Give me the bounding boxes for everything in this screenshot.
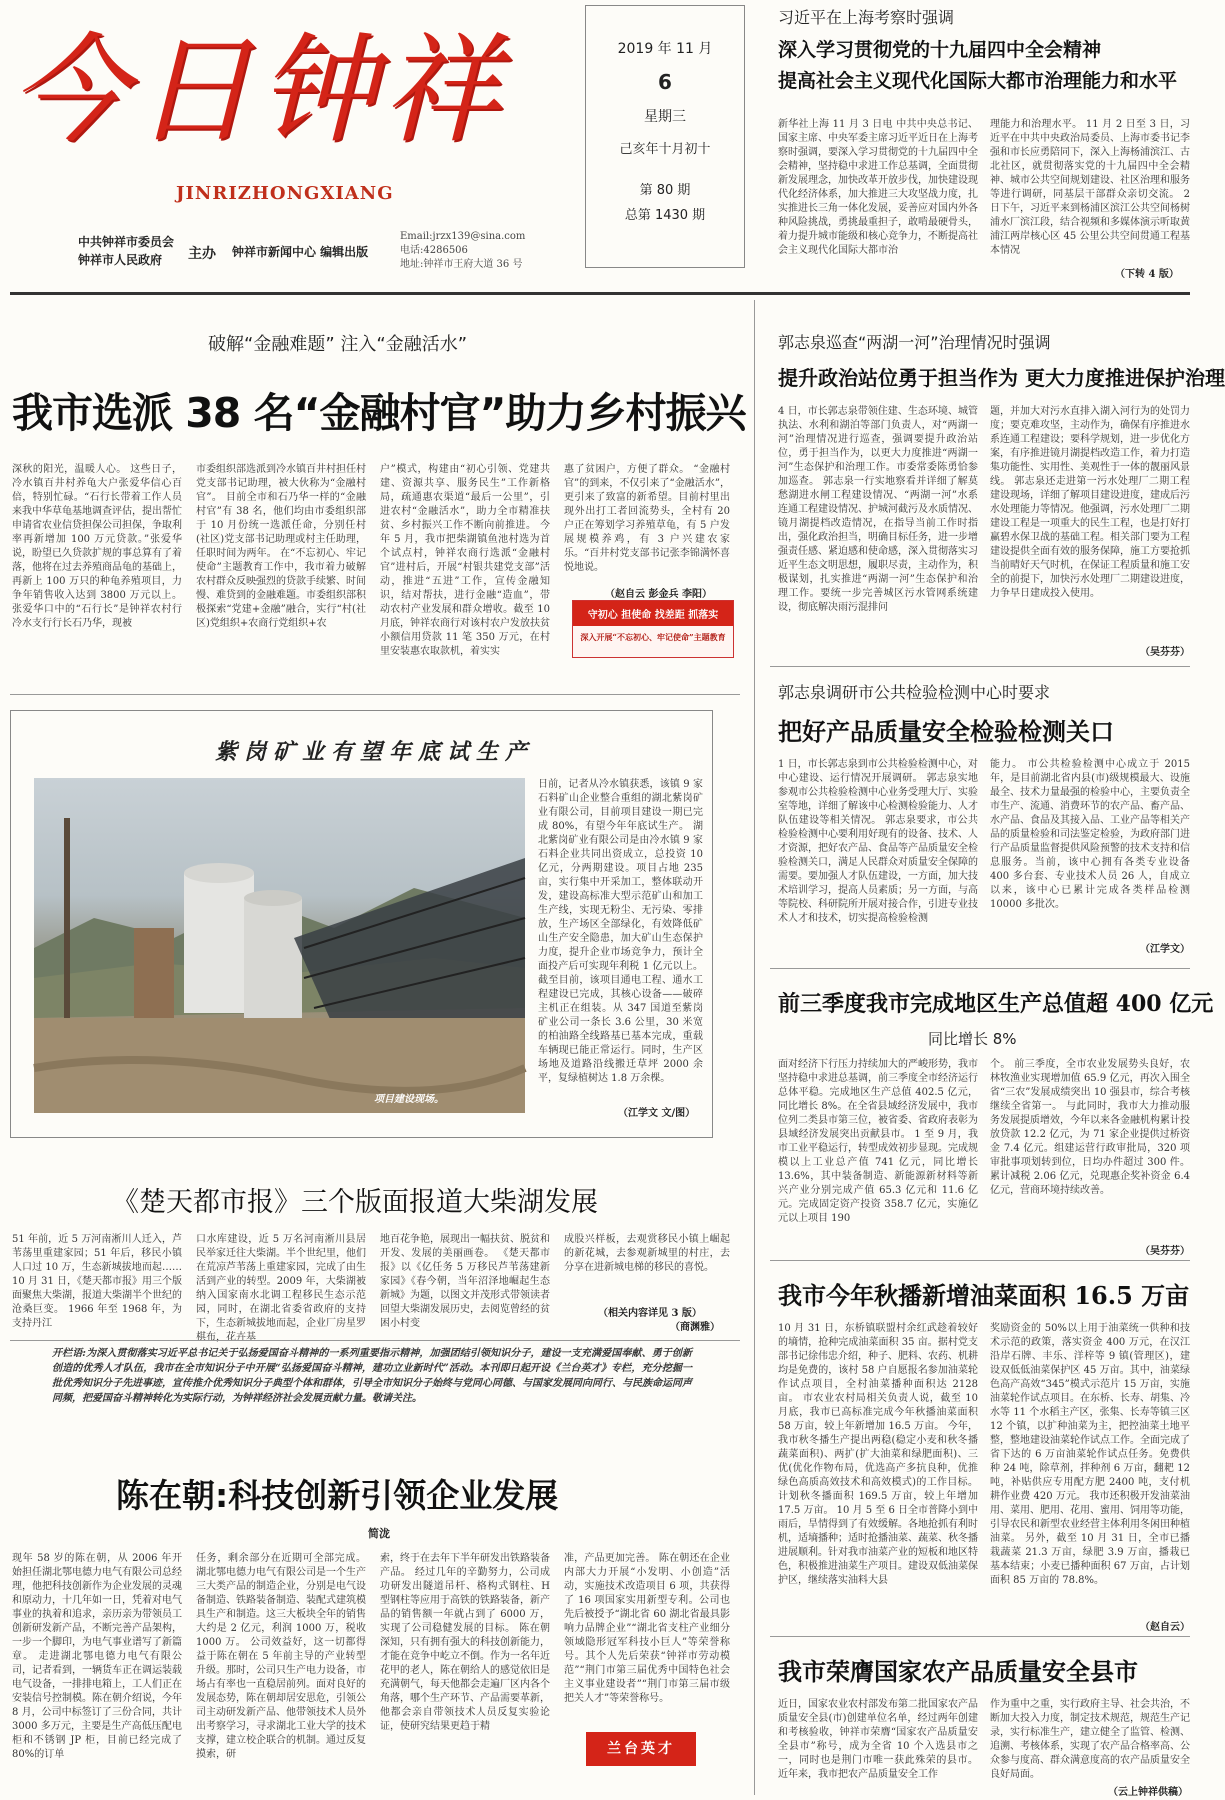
editor-note-label: 开栏语:: [52, 1348, 86, 1359]
photo-illustration: [34, 778, 525, 1113]
story3-title: 《楚天都市报》三个版面报道大柴湖发展: [112, 1187, 598, 1218]
story1-byline: （赵自云 彭金兵 李阳）: [605, 589, 712, 600]
sponsor-2: 钟祥市人民政府: [78, 253, 163, 267]
right4-byline: （赵自云）: [1140, 1622, 1190, 1633]
right4-column-2: 奖励资金的 50%以上用于油菜统一供种和技术示范的政策，落实资金 400 万元，在汉江沿岸石牌、丰乐、洋梓等 9 镇(管理区)，建设双低低油菜保护区 45 万亩。其中，油菜绿色高产高效“345”模式示范片 15 万亩，实施油菜轮作试点项目。在东桥、长寿、胡集、冷水等 11 个水稻主产区，张集、长寿等镇三区 12 个镇，以扩种油菜为主，把控油菜土地平整，整地建设油菜轮作试点工作。全面完成了省下达的 6 万亩油菜轮作试点任务。免费供种 24 吨，除草剂，拌种剂 6 万亩，翻耙 12 吨，补贴供应专用配方肥 2400 吨，支付机耕作业费 420 万元。 我市还积极开发油菜油用、菜用、肥用、花用、蜜用、饲用等功能，引导农民和新型农业经营主体利用冬闲田种植油菜。 另外，截至 10 月 31 日，全市已播栽蔬菜 21.3 万亩，绿肥 3.9 万亩，播栽已基本结束；小麦已播种面积 67 万亩，占计划面积 85 万亩的 78.8%。: [990, 1323, 1190, 1586]
story3-column-2: 口水库建设，近 5 万名河南淅川县居民举家迁往大柴湖。半个世纪里，他们在荒凉芦苇荡上重建家园，完成了由生活到产业的转型。2009 年，大柴湖被纳入国家南水北调工程移民生态示范园，同时，在湖北省委省政府的支持下，生态新城拔地而起，企业厂房星罗棋布，花卉基: [196, 1234, 366, 1343]
right4-title: 我市今年秋播新增油菜面积 16.5 万亩: [778, 1281, 1190, 1310]
right3-rule: [770, 1260, 1190, 1261]
right1-byline: （吴芬芬）: [1140, 647, 1190, 658]
right3-title: 前三季度我市完成地区生产总值超 400 亿元: [778, 991, 1214, 1017]
story1-column-1: 深秋的阳光，温暖人心。 这些日子，冷水镇百井村养龟大户张爱华信心百倍，特别忙碌。“石行长带着工作人员来我中华草龟基地调查评估，提出帮忙申请省农业信贷担保公司担保，争取利率再新增加 100 万元贷款。”张爱华说，盼望已久贷款扩规的事总算有了着落，他将在过去养殖商品龟的基础上，再新上 100 万只的种龟养殖项目，力争年销售收入达到 3800 万元以上。 张爱华口中的“石行长”是钟祥农村行冷水支行行长石乃华，现被: [12, 464, 182, 629]
right3-column-2: 个。 前三季度，全市农业发展势头良好，农林牧渔业实现增加值 65.9 亿元，再次入围全省“三农”发展成绩突出 10 强县市，综合考核继续全省第一。 与此同时，我市大力推动服务发展提质增效，今年以来各金融机构累计投放贷款 12.2 亿元，为 71 家企业提供过桥资金 7.4 亿元。组建运营行政审批局，320 项审批事项划转到位，日均办件超过 300 件。累计减税 2.06 亿元，兑现惠企奖补资金 6.4 亿元，营商环境持续改善。: [990, 1059, 1190, 1196]
story4-column-3: 索，终于在去年下半年研发出铁路装备产品。 经过几年的辛勤努力，公司成功研发出隧道吊杆、格构式钢柱、H 型钢柱等应用于高铁的铁路装备，新产品的销售额一年就占到了 6000 万，实现了公司稳健发展的目标。 陈在朝深知，只有拥有强大的科技创新能力，才能在竞争中屹立不倒。作为一名年近花甲的老人，陈在朝给人的感觉依旧是充满朝气，每天他都会走遍厂区内各个角落，哪个生产环节、产品需要革新，他都会亲自带领技术人员反复实验论证，使研究结果更趋于精: [380, 1553, 550, 1732]
story4-column-2: 任务，剩余部分在近期可全部完成。 湖北鄂电德力电气有限公司是一个生产三大类产品的制造企业，分别是电气设备制造、铁路装备制造、装配式建筑模具生产和制造。这三大板块全年的销售大约是 2 亿元，利润 1000 万，税收 1000 万。 公司效益好，这一切都得益于陈在朝在 5 年前主导的产业转型升级。那时，公司只生产电力设备，市场占有率也一直稳居前列。面对良好的发展态势，陈在朝却居安思危，引领公司主动研发新产品、他带领技术人员外出考察学习，寻求湖北工业大学的技术支撑，建立校企联合的机制。通过反复摸索，研: [196, 1553, 366, 1760]
story1-title: 我市选派 38 名“金融村官”助力乡村振兴: [12, 389, 746, 437]
date-day: 6: [658, 70, 672, 94]
publisher: 钟祥市新闻中心 编辑出版: [232, 245, 369, 259]
date-box: [585, 5, 745, 268]
lead-title-1: 深入学习贯彻党的十九届四中全会精神: [778, 39, 1102, 61]
story1-rule: [10, 694, 740, 695]
editor-note: [52, 1346, 692, 1440]
right1-rule: [770, 666, 1190, 667]
right3-byline: （吴芬芬）: [1140, 1246, 1190, 1257]
right4-column-1: 10 月 31 日，东桥镇联盟村余红武趁着较好的墒情，抢种完成油菜面积 35 亩。据村党支部书记徐伟忠介绍，种子、肥料、农药、机耕均是免费的，该村 58 户自愿报名参加油菜轮作试点项目，全村油菜播种面积达 2128 亩。 市农业农村局相关负责人说，截至 10 月底，我市已高标准完成今年秋播油菜面积 58 万亩，较上年新增加 16.5 万亩。 今年，我市秋冬播生产提出两稳(稳定小麦和秋冬播蔬菜面积)、两扩(扩大油菜和绿肥面积)、三优(优化作物布局，优选高产多抗良种，优推绿色高质高效技术和高效模式)的工作目标。计划秋冬播面积 169.5 万亩，较上年增加 17.5 万亩。 10 月 5 至 6 日全市普降小到中雨后，旱情得到了有效缓解。各地抢抓有利时机，适墒播种；适时抢播油菜、蔬菜、秋冬播进展顺利。针对我市油菜产业的短板和地区特色，积极推进油菜生产项目。建设双低油菜保护区，继续落实油料大县: [778, 1323, 978, 1586]
story4-author: 简泷: [368, 1527, 390, 1540]
story3-more: （相关内容详见 3 版）: [598, 1308, 702, 1319]
editor-note-text: 为深入贯彻落实习近平总书记关于弘扬爱国奋斗精神的一系列重要指示精神，加强团结引领知识分子，建设一支充满爱国奉献、勇于创新创造的优秀人才队伍，我市在全市知识分子中开展“弘扬爱国奋斗精神，建功立业新时代”活动。本刊即日起开设《兰台英才》专栏，充分挖掘一批优秀知识分子先进事迹，宣传推介优秀知识分子典型个体和群体，引导全市知识分子始终与党同心同德、与国家发展同向同行、与民族命运同声同频，把爱国奋斗精神转化为实际行动，为钟祥经济社会发展贡献力量。敬请关注。: [52, 1348, 692, 1404]
right3-subtitle: 同比增长 8%: [928, 1030, 1017, 1048]
photo-story-byline: （江学文 文/图）: [618, 1108, 696, 1119]
issue-total: 总第 1430 期: [624, 208, 706, 223]
newspaper-logo: 今日钟祥: [10, 21, 507, 159]
contact-phone: 电话:4286506: [400, 245, 468, 256]
right5-title: 我市荣膺国家农产品质量安全县市: [778, 1657, 1138, 1686]
story4-title: 陈在朝:科技创新引领企业发展: [116, 1476, 559, 1515]
photo-story-text: 日前，记者从冷水镇获悉，该镇 9 家石料矿山企业整合重组的湖北紫岗矿业有限公司，目前项目建设一期已完成 80%，有望今年年底试生产。 湖北紫岗矿业有限公司是由冷水镇 9 家石料企业共同出资成立，总投资 10 亿元，分两期建设。项目占地 235 亩，实行集中开采加工，整体联动开发，建设高标准大型示范矿山和加工生产线，实现无粉尘、无污染、零排放，生产场区全部绿化，有效降低矿山生产安全隐患，加大矿山生态保护力度，提升企业市场竞争力，预计全面投产后可实现年利税 1 亿元以上。 截至目前，该项目通电工程、通水工程建设已完成，其核心设备——破碎主机正在组装。从 347 国道至紫岗矿业公司一条长 3.6 公里，30 米宽的柏油路全线路基已基本完成，重载车辆现已能正常运行。同时，生产区场地及道路沿线搬迁草坪 2000 余平，复绿植树达 1.8 万余棵。: [538, 779, 703, 1084]
masthead: [0, 0, 580, 285]
issue-number: 第 80 期: [639, 183, 691, 198]
slogan-badge-top: 守初心 担使命 找差距 抓落实: [573, 601, 733, 626]
right2-column-2: 能力。 市公共检验检测中心成立于 2015 年，是目前湖北省内县(市)级规模最大、设施最全、技术力量最强的检验中心，主要负责全市生产、流通、消费环节的农产品、畜产品、水产品、食品及其接入品、工业产品等相关产品的质量检验和司法鉴定检验，为政府部门进行产品质量监督提供风险预警的技术支持和信息服务。当前，该中心拥有各类专业设备 400 多台套、专业技术人员 26 人，自成立以来，该中心已累计完成各类样品检测 10000 多批次。: [990, 759, 1190, 910]
column-divider: [754, 300, 755, 1795]
story3-byline: （商渊雅）: [670, 1322, 720, 1333]
story3-column-3: 地百花争艳，展现出一幅扶贫、脱贫和开发、发展的美丽画卷。 《楚天都市报》以《亿任务 5 万移民芦苇荡建新家园》《春今朝，当年沼泽地崛起生态新城》为题，以图文并茂形式带领读者回望大柴湖发展历史，去阅览曾经的贫困小村变: [380, 1234, 550, 1329]
right2-byline: （江学文）: [1140, 944, 1190, 955]
right3-column-1: 面对经济下行压力持续加大的严峻形势，我市坚持稳中求进总基调，前三季度全市经济运行总体平稳。完成地区生产总值 402.5 亿元，同比增长 8%。在全省县域经济发展中，我市位列二类县市第三位，被省委、省政府表彰为县域经济发展突出贡献县市。 1 至 9 月，我市工业平稳运行，转型成效初步显现。完成规模以上工业总产值 741 亿元，同比增长 13.6%，其中装备制造、新能源新材料等新兴产业分别完成产值 65.3 亿元和 11.6 亿元。完成固定资产投资 358.7 亿元，实施亿元以上项目 190: [778, 1059, 978, 1224]
masthead-rule: [10, 292, 1190, 295]
right5-byline: （云上钟祥供稿）: [1108, 1787, 1188, 1798]
sponsor-1: 中共钟祥市委员会: [78, 235, 175, 249]
lead-column-2: 理能力和治理水平。 11 月 2 日至 3 日，习近平在中共中央政治局委员、上海市委书记李强和市长应勇陪同下，深入上海杨浦滨江、古北社区，就贯彻落实党的十九届四中全会精神、城市公共空间规划建设、社区治理和服务等进行调研，同基层干部群众亲切交流。 2 日下午，习近平来到杨浦区滨江公共空间杨树浦水厂滨江段，结合视频和多媒体演示听取黄浦江两岸核心区 45 公里公共空间贯通工程基本情况: [990, 119, 1190, 256]
story4-column-1: 现年 58 岁的陈在朝，从 2006 年开始担任湖北鄂电德力电气有限公司总经理，他把科技创新作为企业发展的灵魂和原动力，十几年如一日，凭着对电气事业的执着和追求，亲历亲为带领员工创新研发新产品，不断完善产品架构，一步一个脚印，为电气事业谱写了新篇章。 走进湖北鄂电德力电气有限公司，记者看到，一辆货车正在调运装载电气设备，一排排电箱上，工人们正在安装信号控制模。陈在朝介绍说，今年 8 月，公司中标签订了三份合同，共计 3000 多万元，主要是生产高低压配电柜和不锈钢 JP 柜，目前已经完成了 80%的订单: [12, 1553, 182, 1760]
right4-rule: [770, 1636, 1190, 1637]
right2-column-1: 1 日，市长郭志泉到市公共检验检测中心，对中心建设、运行情况开展调研。 郭志泉实地参观市公共检验检测中心业务受理大厅、实验室等地，详细了解该中心检测检验能力、人才队伍建设等相关情况。 郭志泉要求，市公共检验检测中心要利用好现有的设备、技术、人才资源，把好农产品、食品等产品质量安全检验检测关口，满足人民群众对质量安全保障的需要。要加强人才队伍建设，一方面，加大技术培训学习，提高人员素质；另一方面，与高等院校、科研院所开展对接合作，引进专业技术人才和技术，切实提高检验检测: [778, 759, 978, 924]
right1-column-1: 4 日，市长郭志泉带领住建、生态环境、城管执法、水利和湖泊等部门负责人，对“两湖一河”治理情况进行巡查，强调要提升政治站位，勇于担当作为，以更大力度推进“两湖一河”生态保护和治理工作。市委常委陈勇恰参加巡查。 郭志泉一行实地察看并详细了解莫愁湖进水闸工程建设情况、“两湖一河”水系连通工程建设情况、护城河截污及水质情况、镜月湖提档改造情况，在指导当前工作时指出，强化政治担当，明确目标任务，进一步增强责任感、紧迫感和使命感，深入贯彻落实习近平生态文明思想，履职尽责，主动作为，积极谋划，扎实推进“两湖一河”生态保护和治理工作。要统一步完善城区污水管网系统建设，彻底解决雨污混排问: [778, 406, 978, 613]
right1-kicker: 郭志泉巡查“两湖一河”治理情况时强调: [778, 333, 1051, 352]
lead-continued: （下转 4 版）: [1115, 269, 1179, 280]
date-year-month: 2019 年 11 月: [617, 41, 713, 57]
photo-story-title: 紫岗矿业有望年底试生产: [215, 739, 535, 765]
slogan-badge: [572, 600, 734, 658]
sponsor-block: [78, 233, 174, 269]
lead-column-1: 新华社上海 11 月 3 日电 中共中央总书记、国家主席、中央军委主席习近平近日在上海考察时强调，要深入学习贯彻党的十九届四中全会精神，坚持稳中求进工作总基调，全面贯彻新发展理念，加快改革开放步伐，加快建设现代化经济体系，加大推进三大攻坚战力度，扎实推进长三角一体化发展，妥善应对国内外各种风险挑战，勇挑最重担子，敢啃最硬骨头，着力提升城市能级和核心竞争力，不断提高社会主义现代化国际大都市治: [778, 119, 978, 256]
right2-rule: [770, 968, 1190, 969]
column-badge: 兰台英才: [586, 1732, 696, 1766]
right5-column-2: 作为重中之重，实行政府主导、社会共治，不断加大投入力度，制定技术规范，规范生产记录，实行标准生产，建立健全了监管、检测、追溯、考核体系，实现了农产品合格率高、公众参与度高、群众满意度高的农产品质量安全良好局面。: [990, 1699, 1190, 1780]
story1-kicker: 破解“金融难题” 注入“金融活水”: [208, 334, 468, 355]
contact-address: 地址:钟祥市王府大道 36 号: [400, 259, 523, 270]
story1-column-2: 市委组织部选派到冷水镇百井村担任村党支部书记助理，被大伙称为“金融村官”。 目前全市和石乃华一样的“金融村官”有 38 名，他们均由市委组织部于 10 月份统一选派任命，分别任村(社区)党支部书记助理或村主任助理，任职时间为两年。 在“不忘初心、牢记使命”主题教育工作中，我市着力破解农村群众反映强烈的贷款手续繁、时间慢、难贷到的金融难题。市委组织部积极探索“党建+金融”融合，实行“村(社区)党组织+农商行党组织+农: [196, 464, 366, 629]
project-photo: [34, 778, 525, 1113]
host-label: 主办: [188, 246, 216, 262]
contact-email: Email:jrzx139@sina.com: [400, 231, 526, 242]
story3-rule: [10, 1340, 740, 1341]
story3-column-1: 51 年前，近 5 万河南淅川人迁入，芦苇荡里重建家园；51 年后，移民小镇人口过 10 万，生态新城拔地而起……10 月 31 日，《楚天都市报》用三个版面聚焦大柴湖，报道大柴湖半个世纪的沧桑巨变。 1966 年至 1968 年，为支持丹江: [12, 1234, 182, 1329]
slogan-badge-bottom: 深入开展“不忘初心、牢记使命”主题教育: [580, 632, 726, 642]
story1-column-3: 户”模式，构建由“初心引领、党建共建、资源共享、服务民生”工作新格局，疏通惠农渠道“最后一公里”，引进农村“金融活水”，助力全市精准扶贫、乡村振兴工作不断向前推进。 今年 5 月，我市把柴湖镇鱼池村选为首个试点村，钟祥农商行选派“金融村官”进村后，开展“村银共建党支部”活动，推进“五进”工作，宣传金融知识，结对帮扶，进行金融“造血”，带动农村产业发展和群众增收。截至 10 月底，钟祥农商行对该村农户发放扶贫小额信用贷款 11 笔 350 万元，在村里安装惠农取款机，着实实: [380, 464, 550, 657]
story1-column-4: 惠了贫困户，方便了群众。 “金融村官”的到来，不仅引来了“金融活水”，更引来了致富的新希望。目前村里出现外出打工者回流势头，全村有 20 户正在筹划学习养殖草龟，有 5 户发展规模养鸡，有 3 户兴建农家乐。“百井村党支部书记张李锦满怀喜悦地说。: [564, 464, 730, 573]
story3-column-4: 成股兴样板，去观赏移民小镇上崛起的新花城，去参观新城里的村庄，去分享在进新城电梯的移民的喜悦。: [564, 1234, 730, 1273]
photo-caption: 项目建设现场。: [374, 1094, 444, 1105]
date-weekday: 星期三: [644, 109, 686, 125]
right2-title: 把好产品质量安全检验检测关口: [778, 717, 1114, 746]
right2-kicker: 郭志泉调研市公共检验检测中心时要求: [778, 683, 1051, 702]
logo-pinyin: JINRIZHONGXIANG: [176, 183, 394, 204]
lead-kicker: 习近平在上海考察时强调: [778, 8, 955, 27]
date-lunar: 己亥年十月初十: [619, 142, 711, 157]
right1-title: 提升政治站位勇于担当作为 更大力度推进保护治理: [778, 366, 1225, 390]
contact-block: [400, 230, 525, 272]
lead-title-2: 提高社会主义现代化国际大都市治理能力和水平: [778, 70, 1178, 92]
story4-column-4: 准，产品更加完善。 陈在朝还在企业内部大力开展“小发明、小创造”活动，实施技术改造项目 6 项，共获得了 16 项国家实用新型专利。公司也先后被授予“湖北省 60 湖北省最具影响力品牌企业”“湖北省支柱产业细分领域隐形冠军科技小巨人”等荣誉称号。其个人先后荣获“钟祥市劳动模范”“荆门市第三届优秀中国特色社会主义事业建设者”“荆门市第三届市级把关人才”等荣誉称号。: [564, 1553, 730, 1704]
right1-column-2: 题，并加大对污水直排入湖入河行为的处罚力度；要克难攻坚，主动作为，确保有序推进水系连通工程建设；要科学规划，进一步优化方案，有序推进镜月湖提档改造工作，着力打造集功能性、实用性、美观性于一体的靓丽风景线。 郭志泉还走进第一污水处理厂二期工程建设现场，详细了解项目建设进度，建成后污水处理能力等情况。他强调，污水处理厂二期建设工程是一项重大的民生工程，也是打好打赢碧水保卫战的基础工程。相关部门要为工程建设提供全面有效的服务保障，施工方要抢抓当前晴好天气时机，在保证工程质量和施工安全的前提下，加快污水处理厂二期建设进度，力争早日建成投入使用。: [990, 406, 1190, 599]
right5-column-1: 近日，国家农业农村部发布第二批国家农产品质量安全县(市)创建单位名单，经过两年创建和考核验收，钟祥市荣膺“国家农产品质量安全县市”称号，成为全省 10 个入选县市之一，同时也是荆门市唯一获此殊荣的县市。 近年来，我市把农产品质量安全工作: [778, 1699, 978, 1780]
